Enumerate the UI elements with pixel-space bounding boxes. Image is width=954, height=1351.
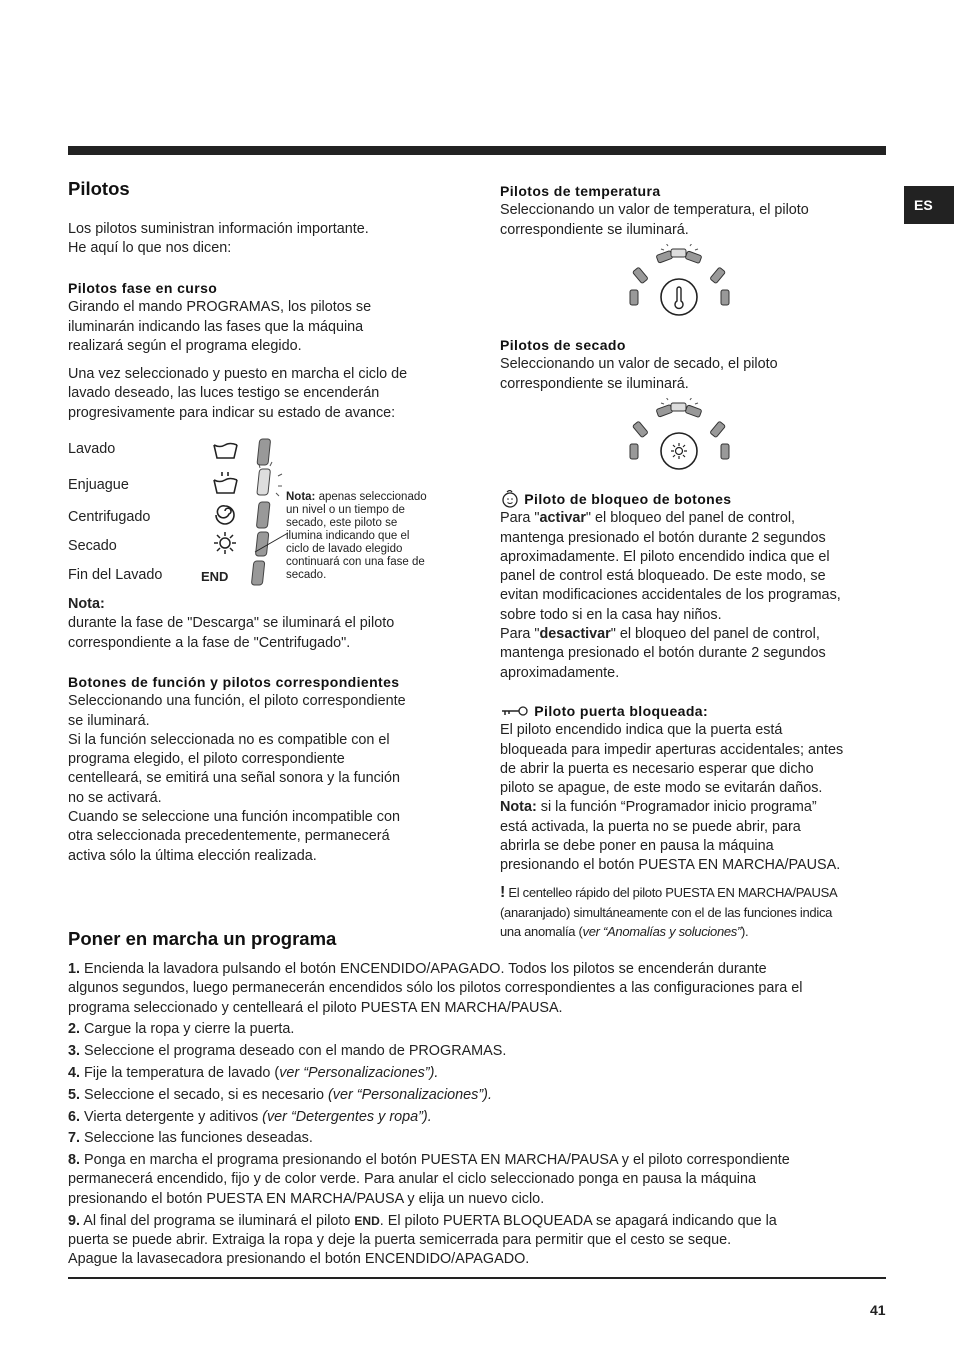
phase-heading: Pilotos fase en curso [68, 280, 218, 296]
warning-icon: ! [500, 884, 506, 901]
function-line: Si la función seleccionada no es compatible con el [68, 731, 390, 748]
temp-line: Seleccionando un valor de temperatura, el piloto [500, 202, 809, 219]
door-section [500, 702, 890, 876]
lock-line: Para "activar" el bloqueo del panel de control, [500, 510, 796, 527]
step-7: 7. Seleccione las funciones deseadas. [68, 1130, 313, 1147]
page-number: 41 [870, 1302, 886, 1318]
phase-line: lavado deseado, las luces testigo se encenderán [68, 385, 380, 402]
dry-line: correspondiente se iluminará. [500, 375, 689, 392]
intro-line: He aquí lo que nos dicen: [68, 240, 232, 257]
warning-note: ! El centelleo rápido del piloto PUESTA EN MARCHA/PAUSA (anaranjado) simultáneamente con el de las funciones indica una anomalía (ver “Anomalías y soluciones”). [500, 884, 838, 939]
function-line: Cuando se seleccione una función incompatible con [68, 809, 401, 826]
start-steps [68, 960, 886, 1272]
step-6: 6. Vierta detergente y aditivos (ver “Detergentes y ropa”). [68, 1108, 432, 1125]
dry-heading: Pilotos de secado [500, 337, 626, 353]
section-title-start: Poner en marcha un programa [68, 928, 337, 949]
function-line: otra seleccionada precedentemente, permanecerá [68, 828, 390, 845]
step-9: 9. Al final del programa se iluminará el piloto END. El piloto PUERTA BLOQUEADA se apagará indicando que la puerta se puede abrir. Extraiga la ropa y deje la puerta semicerrada para permitir que el cesto se seque. Apague la lavasecadora presionando el botón ENCENDIDO/APAGADO. [68, 1212, 777, 1268]
dry-line: Seleccionando un valor de secado, el piloto [500, 356, 778, 373]
phase-line: Girando el mando PROGRAMAS, los pilotos se [68, 299, 372, 316]
function-line: no se activará. [68, 789, 162, 806]
phase-label-lavado: Lavado [68, 441, 116, 457]
door-note-line: presionando el botón PUESTA EN MARCHA/PAUSA. [500, 857, 841, 874]
intro-line: Los pilotos suministran información importante. [68, 221, 369, 237]
language-tab: ES [904, 186, 954, 224]
phase-line: iluminarán indicando las fases que la máquina [68, 318, 364, 335]
section-title-pilotos: Pilotos [68, 178, 130, 199]
nota-label: Nota: [68, 596, 105, 612]
spin-icon [216, 506, 234, 524]
end-icon: END [201, 569, 229, 584]
lock-line: mantenga presionado el botón durante 2 segundos [500, 529, 826, 546]
door-line: El piloto encendido indica que la puerta está [500, 722, 783, 739]
sun-icon [671, 443, 687, 459]
top-rule [68, 146, 886, 155]
phase-line: progresivamente para indicar su estado de avance: [68, 404, 396, 421]
function-line: activa sólo la última elección realizada. [68, 847, 317, 864]
lock-line: Para "desactivar" el bloqueo del panel de control, [500, 626, 820, 643]
function-line: programa elegido, el piloto correspondiente [68, 751, 345, 768]
door-line: de abrir la puerta es necesario esperar que dicho [500, 760, 814, 777]
temperature-dial-diagram [620, 244, 740, 324]
phase-label-fin: Fin del Lavado [68, 567, 163, 583]
lock-line: mantenga presionado el botón durante 2 segundos [500, 645, 826, 662]
lock-line: aproximadamente. [500, 664, 620, 681]
step-5: 5. Seleccione el secado, si es necesario (ver “Personalizaciones”). [68, 1086, 492, 1103]
thermometer-icon [675, 287, 683, 308]
rinse-icon [214, 472, 237, 493]
lock-line: panel de control está bloqueado. De este modo, se [500, 568, 826, 585]
temp-line: correspondiente se iluminará. [500, 221, 689, 238]
door-line: piloto se apague, de este modo se evitarán daños. [500, 780, 823, 797]
step-1: 1. Encienda la lavadora pulsando el botón ENCENDIDO/APAGADO. Todos los pilotos se encenderán durante algunos segundos, luego permanecerán encendidos sólo los pilotos correspondientes a las configuraciones para el programa seleccionado y centelleará el piloto PUESTA EN MARCHA/PAUSA. [68, 961, 803, 1016]
key-icon [500, 705, 530, 717]
led-dry [255, 532, 269, 556]
step-4: 4. Fije la temperatura de lavado (ver “Personalizaciones”). [68, 1064, 439, 1081]
temp-heading: Pilotos de temperatura [500, 183, 661, 199]
lock-line: aproximadamente. El piloto encendido indica que el [500, 548, 830, 565]
phase-indicator-panel [200, 436, 290, 591]
door-note-line: abrirla se debe poner en pausa la máquina [500, 838, 774, 855]
step-3: 3. Seleccione el programa deseado con el mando de PROGRAMAS. [68, 1043, 507, 1060]
step-8: 8. Ponga en marcha el programa presionando el botón PUESTA EN MARCHA/PAUSA y el piloto correspondiente permanecerá encendido, fijo y de color verde. Para anular el ciclo seleccionado ponga en pausa la máquina presionando el botón PUESTA EN MARCHA/PAUSA y elija un nuevo ciclo. [68, 1152, 790, 1207]
phase-label-enjuague: Enjuague [68, 477, 129, 493]
temp-section [500, 182, 885, 240]
function-section [68, 673, 468, 866]
dry-section [500, 336, 885, 394]
step-2: 2. Cargue la ropa y cierre la puerta. [68, 1021, 295, 1038]
phase-line: realizará según el programa elegido. [68, 337, 302, 354]
lock-line: evitan modificaciones accidentales de los programas, [500, 587, 841, 604]
lock-heading: Piloto de bloqueo de botones [524, 491, 732, 507]
phase-label-secado: Secado [68, 538, 117, 554]
led-rinse [257, 469, 271, 495]
sun-icon [214, 532, 236, 554]
child-lock-icon [500, 490, 520, 508]
wash-icon [214, 444, 237, 459]
dry-note: Nota: apenas seleccionado un nivel o un tiempo de secado, este piloto se ilumina indicando que el ciclo de lavado elegido continuará con una fase de secado. [286, 491, 427, 581]
function-heading: Botones de función y pilotos correspondientes [68, 674, 400, 690]
function-line: Seleccionando una función, el piloto correspondiente [68, 693, 406, 710]
nota-line: correspondiente a la fase de "Centrifugado". [68, 634, 351, 651]
lock-section [500, 490, 890, 683]
door-heading: Piloto puerta bloqueada: [534, 703, 709, 719]
door-note-line: está activada, la puerta no se puede abrir, para [500, 818, 801, 835]
bottom-rule [68, 1277, 886, 1279]
nota-line: durante la fase de "Descarga" se iluminará el piloto [68, 615, 395, 632]
led-end [251, 561, 265, 585]
phase-line: Una vez seleccionado y puesto en marcha el ciclo de [68, 366, 408, 383]
end-icon: END [354, 1213, 380, 1228]
led-spin [256, 502, 270, 528]
lock-line: sobre todo si en la casa hay niños. [500, 606, 722, 623]
door-line: bloqueada para impedir aperturas accidentales; antes [500, 741, 844, 758]
nota-block [68, 595, 453, 653]
function-line: centelleará, se emitirá una señal sonora y la función [68, 770, 400, 787]
door-note-line: Nota: si la función “Programador inicio programa” [500, 799, 817, 816]
phase-label-centrifugado: Centrifugado [68, 509, 151, 525]
drying-dial-diagram [620, 398, 740, 478]
phase-section [68, 279, 453, 423]
led-wash [257, 439, 271, 465]
function-line: se iluminará. [68, 712, 150, 729]
intro-text [68, 220, 453, 259]
